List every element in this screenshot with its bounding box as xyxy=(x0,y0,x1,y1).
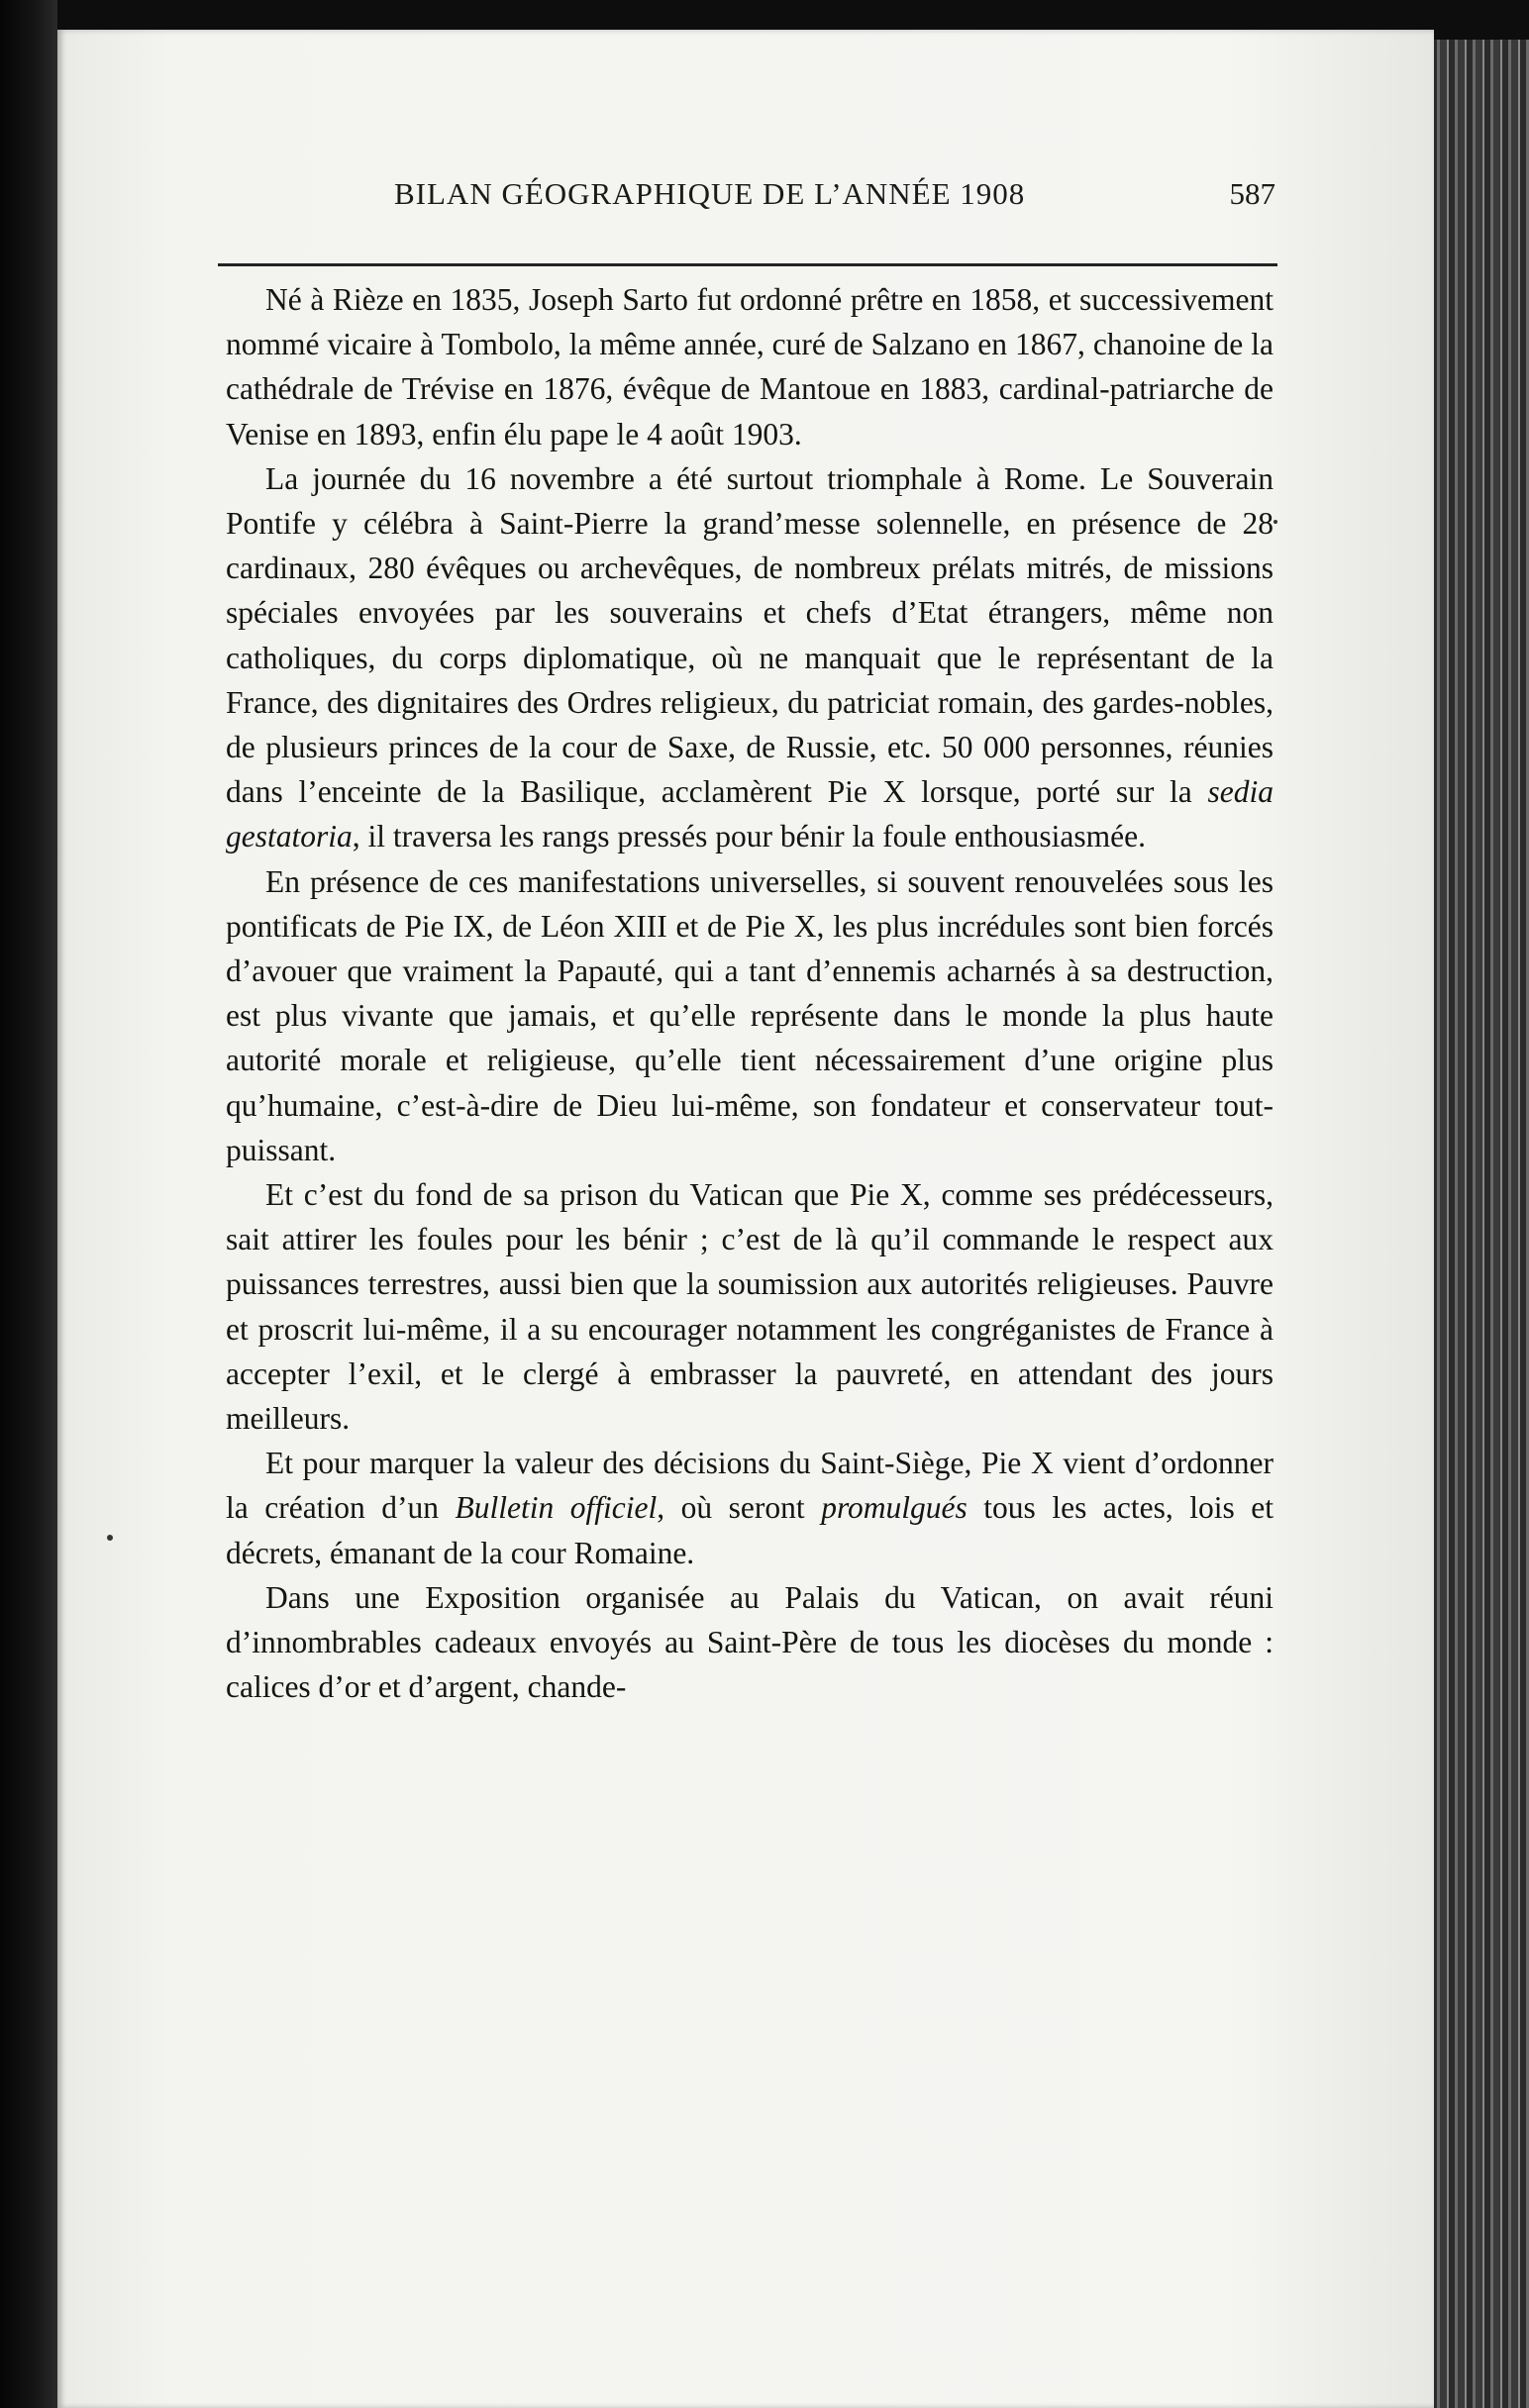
paragraph xyxy=(226,859,1274,1172)
paragraph xyxy=(226,1441,1274,1575)
text-run: Et pour marquer la valeur des décisions du Saint-Siège, Pie X vient d’ordonner la création d’un xyxy=(226,1446,1274,1526)
text-run: La journée du 16 novembre a été surtout triomphale à Rome. Le Souverain Pontife y célébra à Saint-Pierre la grand’messe solennelle, en présence de 28 cardinaux, 280 évêques ou archevêques, de nombreux prélats mitrés, de missions spéciales envoyées par les souverains et chefs d’Etat étrangers, même non catholiques, du corps diplomatique, où ne manquait que le représentant de la France, des dignitaires des Ordres religieux, du patriciat romain, des gardes-nobles, de plusieurs princes de la cour de Saxe, de Russie, etc. 50 000 personnes, réunies dans l’enceinte de la Basilique, acclamèrent Pie X lorsque, porté sur la xyxy=(226,460,1274,810)
running-title: BILAN GÉOGRAPHIQUE DE L’ANNÉE 1908 xyxy=(394,176,1026,211)
body-text xyxy=(226,277,1274,1710)
paragraph xyxy=(226,456,1274,859)
text-run: , où seront xyxy=(657,1490,822,1526)
header-rule xyxy=(218,263,1277,266)
paragraph xyxy=(226,1172,1274,1441)
italic-run: promulgués xyxy=(821,1490,968,1526)
scan-speck xyxy=(107,1535,113,1541)
binding-edge xyxy=(0,0,57,2408)
paragraph xyxy=(226,1575,1274,1710)
scan-speck xyxy=(1274,520,1277,524)
running-head xyxy=(275,176,1275,236)
text-run: Né à Rièze en 1835, Joseph Sarto fut ordonné prêtre en 1858, et successivement nommé vicaire à Tombolo, la même année, curé de Salzano en 1867, chanoine de la cathédrale de Trévise en 1876, évêque de Mantoue en 1883, cardinal-patriarche de Venise en 1893, enfin élu pape le 4 août 1903. xyxy=(226,282,1274,452)
text-run: Et c’est du fond de sa prison du Vatican que Pie X, comme ses prédécesseurs, sait attirer les foules pour les bénir ; c’est de là qu’il commande le respect aux puissances terrestres, aussi bien que la soumission aux autorités religieuses. Pauvre et proscrit lui-même, il a su encourager notamment les congréganistes de France à accepter l’exil, et le clergé à embrasser la pauvreté, en attendant des jours meilleurs. xyxy=(226,1177,1274,1437)
stacked-page-edges xyxy=(1431,40,1529,2408)
text-run: , il traversa les rangs pressés pour bénir la foule enthousiasmée. xyxy=(352,819,1147,854)
text-run: Dans une Exposition organisée au Palais du Vatican, on avait réuni d’innombrables cadeaux envoyés au Saint-Père de tous les diocèses du monde : calices d’or et d’argent, chande- xyxy=(226,1579,1274,1705)
paragraph xyxy=(226,277,1274,456)
text-run: En présence de ces manifestations universelles, si souvent renouvelées sous les pontificats de Pie IX, de Léon XIII et de Pie X, les plus incrédules sont bien forcés d’avouer que vraiment la Papauté, qui a tant d’ennemis acharnés à sa destruction, est plus vivante que jamais, et qu’elle représente dans le monde la plus haute autorité morale et religieuse, qu’elle tient nécessairement d’une origine plus qu’humaine, c’est-à-dire de Dieu lui-même, son fondateur et conservateur tout-puissant. xyxy=(226,863,1274,1167)
page-number: 587 xyxy=(1229,176,1275,211)
italic-run: sedia gestatoria xyxy=(226,774,1274,854)
text-run: tous les actes, lois et décrets, émanant de la cour Romaine. xyxy=(226,1490,1274,1570)
italic-run: Bulletin officiel xyxy=(455,1490,658,1526)
book-page xyxy=(57,30,1434,2408)
